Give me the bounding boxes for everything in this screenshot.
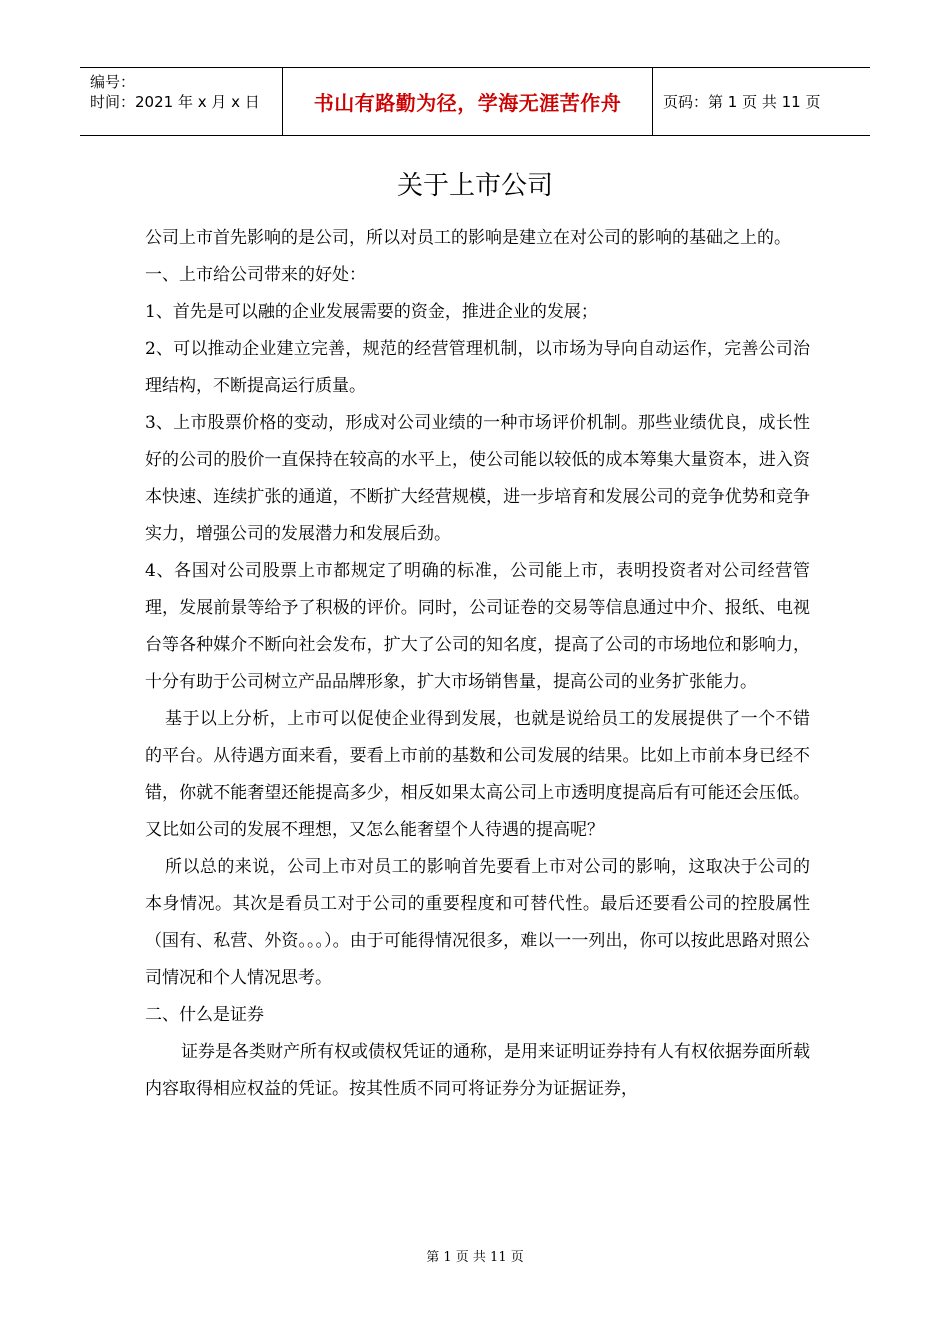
page-footer: 第 1 页 共 11 页 [426,1250,524,1265]
header-meta-cell [80,68,282,135]
paragraph-intro: 公司上市首先影响的是公司，所以对员工的影响是建立在对公司的影响的基础之上的。 [145,228,791,248]
list-item-3: 3、上市股票价格的变动，形成对公司业绩的一种市场评价机制。那些业绩优良，成长性好的公司的股价一直保持在较高的水平上，使公司能以较低的成本筹集大量资本，进入资本快速、连续扩张的通道，不断扩大经营规模，进一步培育和发展公司的竞争优势和竞争实力，增强公司的发展潜力和发展后劲。 [145,413,810,544]
document-title: 关于上市公司 [396,171,553,201]
list-item-4: 4、各国对公司股票上市都规定了明确的标准，公司能上市，表明投资者对公司经营管理，发展前景等给予了积极的评价。同时，公司证卷的交易等信息通过中介、报纸、电视台等各种媒介不断向社会发布，扩大了公司的知名度，提高了公司的市场地位和影响力，十分有助于公司树立产品品牌形象，扩大市场销售量，提高公司的业务扩张能力。 [145,561,810,692]
list-item-1: 1、首先是可以融的企业发展需要的资金，推进企业的发展； [145,302,598,322]
header-motto: 书山有路勤为径，学海无涯苦作舟 [313,91,622,115]
list-item-2: 2、可以推动企业建立完善，规范的经营管理机制，以市场为导向自动运作，完善公司治理结构，不断提高运行质量。 [145,339,810,396]
header-page-cell [653,68,870,135]
paragraph-analysis: 基于以上分析，上市可以促使企业得到发展，也就是说给员工的发展提供了一个不错的平台。从待遇方面来看，要看上市前的基数和公司发展的结果。比如上市前本身已经不错，你就不能奢望还能提高多少，相反如果太高公司上市透明度提高后有可能还会压低。又比如公司的发展不理想，又怎么能奢望个人待遇的提高呢？ [145,709,810,840]
section-heading-2: 二、什么是证券 [145,1005,264,1025]
document-date-label: 时间：2021 年 x 月 x 日 [90,93,260,111]
paragraph-summary: 所以总的来说，公司上市对员工的影响首先要看上市对公司的影响，这取决于公司的本身情况。其次是看员工对于公司的重要程度和可替代性。最后还要看公司的控股属性（国有、私营、外资。。。）。由于可能得情况很多，难以一一列出，你可以按此思路对照公司情况和个人情况思考。 [145,857,810,988]
section-heading-1: 一、上市给公司带来的好处： [145,265,366,285]
header-page-info: 页码：第 1 页 共 11 页 [663,93,821,111]
document-number-label: 编号： [90,73,136,91]
header-motto-cell [282,68,653,135]
document-body [145,220,810,1108]
header-table [80,67,870,136]
paragraph-securities: 证券是各类财产所有权或债权凭证的通称，是用来证明证券持有人有权依据券面所载内容取得相应权益的凭证。按其性质不同可将证券分为证据证券， [145,1042,810,1099]
